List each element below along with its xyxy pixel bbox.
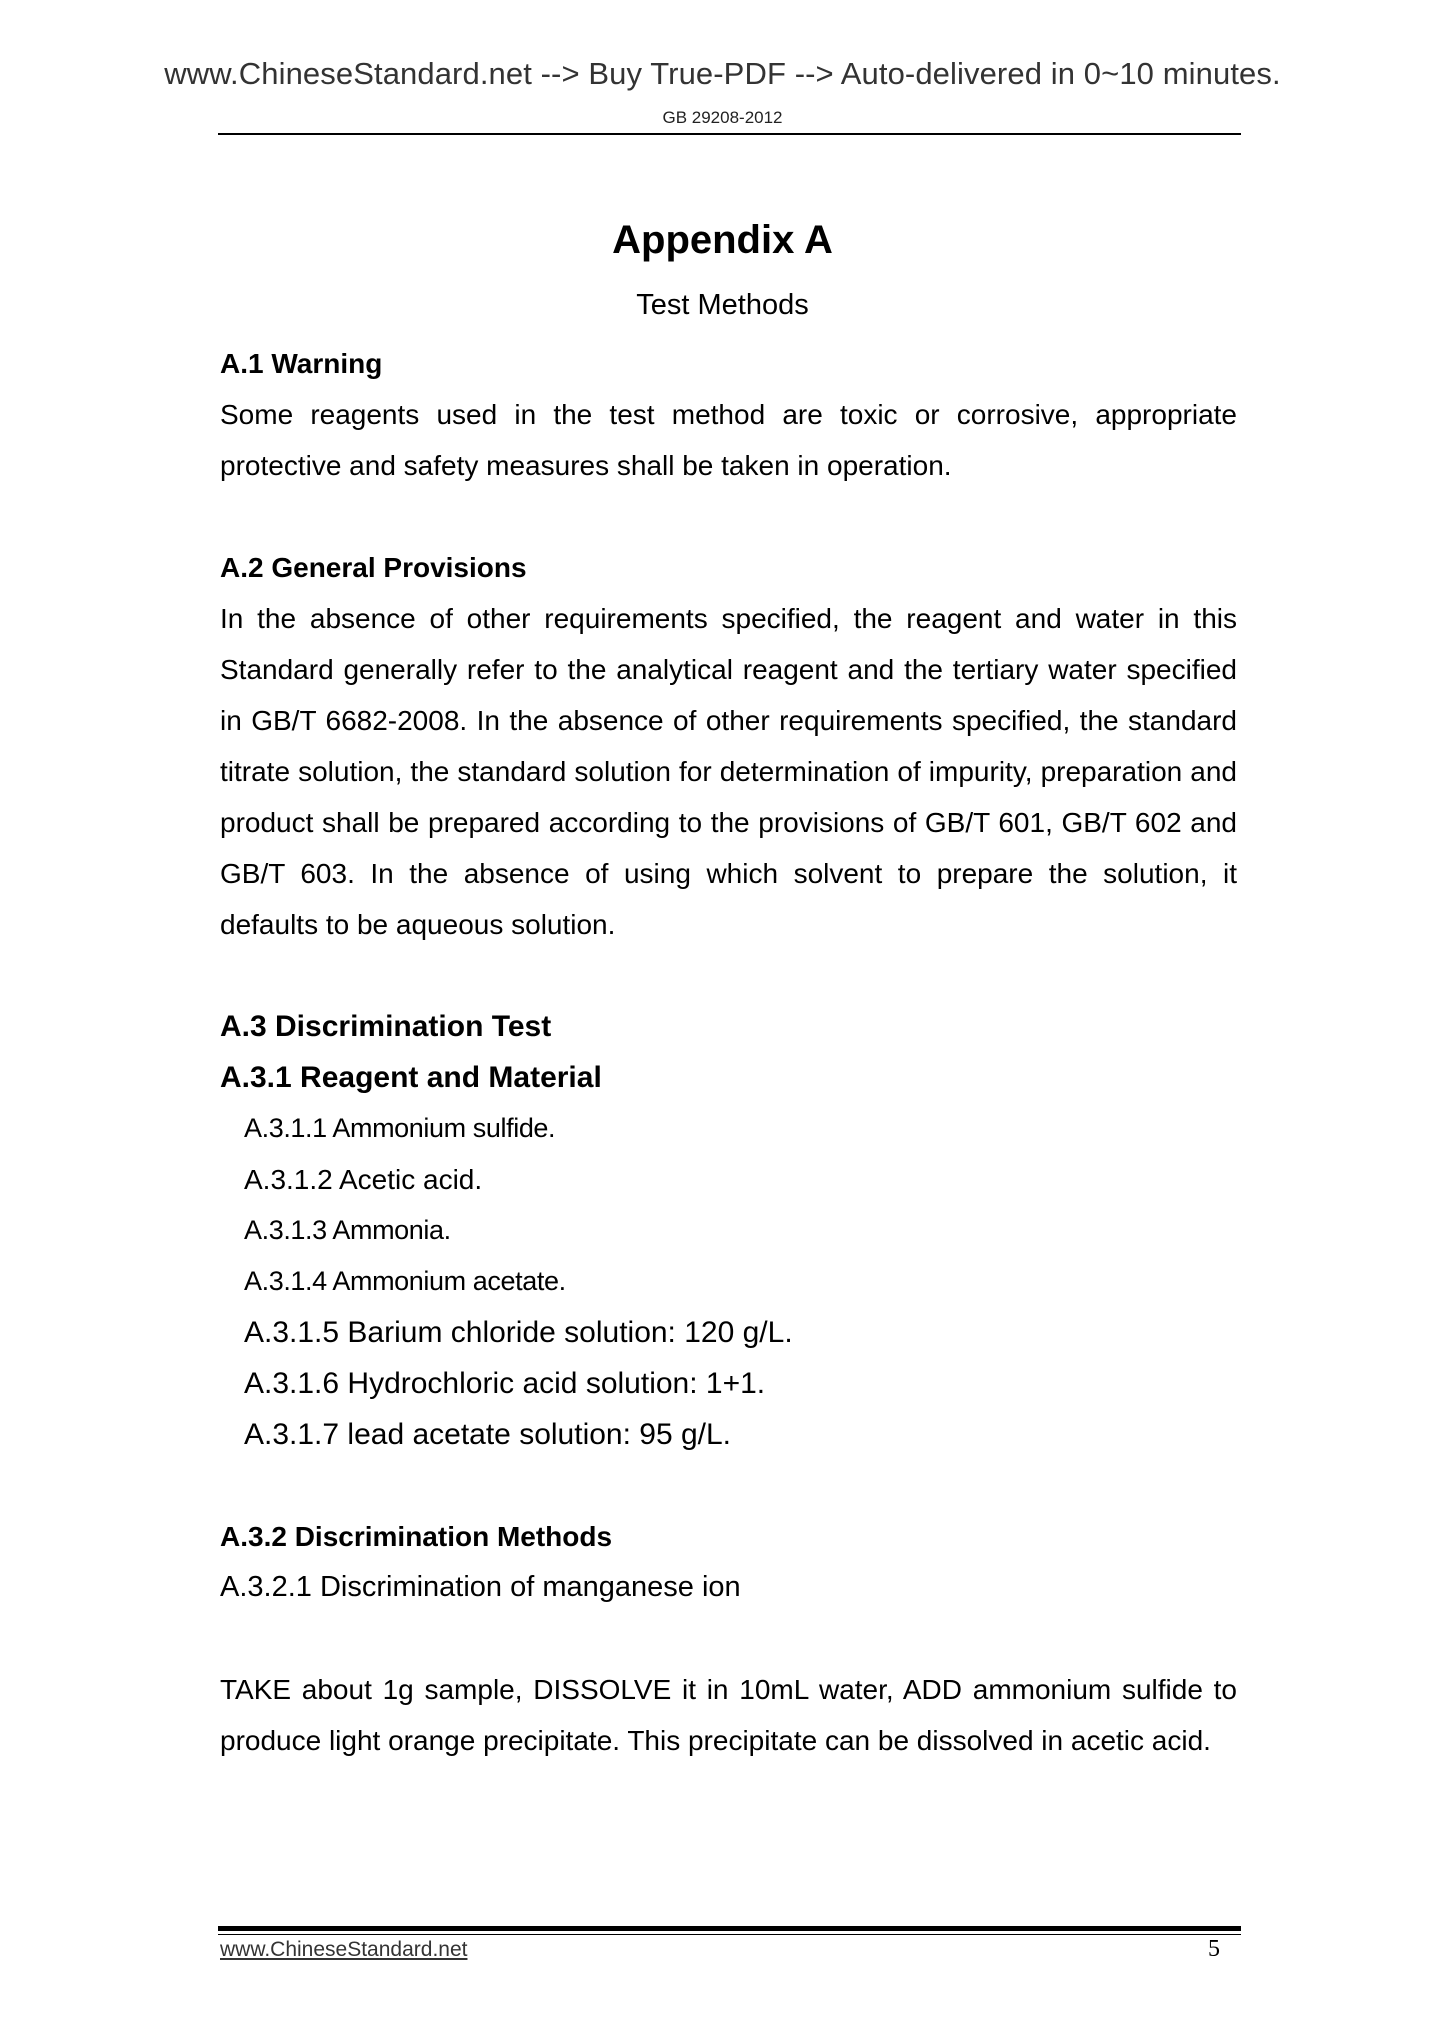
standard-code: GB 29208-2012	[662, 108, 783, 127]
section-a32-heading: A.3.2 Discrimination Methods	[220, 1521, 613, 1552]
page-number: 5	[1208, 1936, 1220, 1962]
procedure-text: TAKE about 1g sample, DISSOLVE it in 10mL water, ADD ammonium sulfide to produce light orange precipitate. This precipitate can be dissolved in acetic acid.	[220, 1674, 1237, 1756]
reagent-item: A.3.1.1 Ammonium sulfide.	[244, 1113, 556, 1143]
section-a1-body: Some reagents used in the test method are toxic or corrosive, appropriate protective and safety measures shall be taken in operation.	[220, 399, 1237, 481]
section-a3-heading: A.3 Discrimination Test	[220, 1010, 552, 1043]
reagent-item: A.3.1.5 Barium chloride solution: 120 g/L.	[244, 1316, 793, 1349]
document-body	[220, 338, 1237, 1766]
spacer	[220, 1613, 1237, 1664]
reagent-item: A.3.1.3 Ammonia.	[244, 1215, 451, 1245]
footer-divider-thick	[218, 1926, 1241, 1931]
appendix-subtitle: Test Methods	[636, 289, 809, 321]
reagent-item: A.3.1.2 Acetic acid.	[244, 1164, 483, 1195]
spacer	[220, 950, 1237, 1001]
section-a2-heading: A.2 General Provisions	[220, 552, 527, 583]
section-a321-heading: A.3.2.1 Discrimination of manganese ion	[220, 1571, 741, 1603]
reagent-item: A.3.1.4 Ammonium acetate.	[244, 1266, 566, 1296]
appendix-title: Appendix A	[612, 218, 833, 262]
reagent-item: A.3.1.6 Hydrochloric acid solution: 1+1.	[244, 1367, 766, 1400]
reagent-item: A.3.1.7 lead acetate solution: 95 g/L.	[244, 1418, 732, 1451]
section-a31-heading: A.3.1 Reagent and Material	[220, 1061, 602, 1094]
header-divider	[218, 133, 1241, 135]
footer-divider-thin	[218, 1934, 1241, 1935]
section-a1-heading: A.1 Warning	[220, 348, 383, 379]
spacer	[220, 491, 1237, 542]
footer-website-link[interactable]: www.ChineseStandard.net	[220, 1938, 468, 1961]
section-a2-body: In the absence of other requirements specified, the reagent and water in this Standard generally refer to the analytical reagent and the tertiary water specified in GB/T 6682-2008. In the absence of other requirements specified, the standard titrate solution, the standard solution for determination of impurity, preparation and product shall be prepared according to the provisions of GB/T 601, GB/T 602 and GB/T 603. In the absence of using which solvent to prepare the solution, it defaults to be aqueous solution.	[220, 603, 1237, 940]
header-banner: www.ChineseStandard.net --> Buy True-PDF --> Auto-delivered in 0~10 minutes.	[164, 56, 1281, 91]
spacer	[220, 1460, 1237, 1511]
